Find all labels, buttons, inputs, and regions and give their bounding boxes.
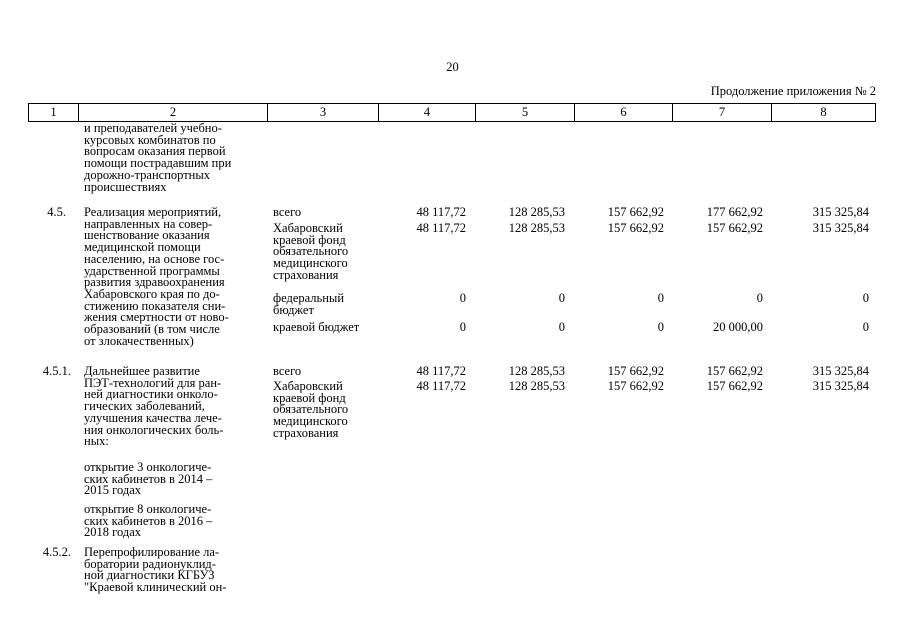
row-4-5-1-description: Дальнейшее развитие ПЭТ-технологий для ран- ней диагностики онколо- гических заболеваний, улучшения качества лече- ния онкологических боль- ных: (84, 364, 224, 449)
row-4-5-oms-col6: 157 662,92 (607, 221, 664, 235)
row-4-5-1-sub-item-2: открытие 8 онкологиче- ских кабинетов в 2016 – 2018 годах (84, 502, 213, 540)
header-col-8: 8 (771, 104, 875, 121)
carry-description: и преподавателей учебно- курсовых комбинатов по вопросам оказания первой помощи пострадавшим при дорожно-транспортных происшествиях (84, 121, 232, 194)
row-4-5-1-source-oms-fund: Хабаровский краевой фонд обязательного медицинского страхования (273, 379, 349, 440)
header-col-1: 1 (50, 105, 57, 119)
row-4-5-1-oms-col7: 157 662,92 (706, 379, 763, 393)
row-4-5-number: 4.5. (47, 205, 66, 219)
row-4-5-1-number: 4.5.1. (42, 364, 71, 378)
row-4-5-1-total-col4: 48 117,72 (416, 364, 466, 378)
row-4-5-total-col4: 48 117,72 (416, 205, 466, 219)
header-col-4: 4 (378, 104, 475, 121)
row-4-5-1-oms-col6: 157 662,92 (607, 379, 664, 393)
row-4-5-federal-col7: 0 (756, 291, 763, 305)
row-4-5-regional-col8: 0 (862, 320, 869, 334)
row-4-5-source-regional: краевой бюджет (273, 320, 360, 334)
header-col-6: 6 (574, 104, 672, 121)
header-col-5: 5 (475, 104, 574, 121)
row-4-5-1-total-col7: 157 662,92 (706, 364, 763, 378)
row-4-5-oms-col5: 128 285,53 (508, 221, 565, 235)
row-4-5-2-number: 4.5.2. (42, 545, 71, 559)
row-4-5-total-col7: 177 662,92 (706, 205, 763, 219)
row-4-5-total-col5: 128 285,53 (508, 205, 565, 219)
row-4-5-1-source-total: всего (273, 364, 302, 378)
row-4-5-1-total-col5: 128 285,53 (508, 364, 565, 378)
row-4-5-oms-col7: 157 662,92 (706, 221, 763, 235)
row-4-5-1-oms-col8: 315 325,84 (812, 379, 869, 393)
row-4-5-1-oms-col4: 48 117,72 (416, 379, 466, 393)
row-4-5-1-sub-item-1: открытие 3 онкологиче- ских кабинетов в 2014 – 2015 годах (84, 460, 213, 498)
row-4-5-source-federal: федеральный бюджет (273, 291, 345, 317)
row-4-5-description: Реализация мероприятий, направленных на совер- шенствование оказания медицинской помощи населению, на основе гос- ударственной программы развития здравоохранения Хабаровского края по до- стижению показателя сни- жения смертности от ново- образований (в том числе от злокачественных) (84, 205, 229, 348)
row-4-5-source-oms-fund: Хабаровский краевой фонд обязательного медицинского страхования (273, 221, 349, 282)
row-4-5-regional-col4: 0 (459, 320, 466, 334)
row-4-5-oms-col8: 315 325,84 (812, 221, 869, 235)
page-number: 20 (446, 60, 459, 74)
row-4-5-2-description: Перепрофилирование ла- боратории радионуклид- ной диагностики КГБУЗ "Краевой клинический он- (84, 545, 227, 595)
row-4-5-source-total: всего (273, 205, 302, 219)
row-4-5-federal-col5: 0 (558, 291, 565, 305)
header-col-2: 2 (78, 104, 267, 121)
row-4-5-1-oms-col5: 128 285,53 (508, 379, 565, 393)
table-header (28, 103, 876, 122)
row-4-5-regional-col7: 20 000,00 (713, 320, 763, 334)
row-4-5-federal-col8: 0 (862, 291, 869, 305)
header-col-3: 3 (267, 104, 378, 121)
header-col-7: 7 (672, 104, 771, 121)
row-4-5-federal-col6: 0 (657, 291, 664, 305)
row-4-5-regional-col5: 0 (558, 320, 565, 334)
row-4-5-total-col6: 157 662,92 (607, 205, 664, 219)
row-4-5-regional-col6: 0 (657, 320, 664, 334)
row-4-5-total-col8: 315 325,84 (812, 205, 869, 219)
row-4-5-oms-col4: 48 117,72 (416, 221, 466, 235)
row-4-5-1-total-col8: 315 325,84 (812, 364, 869, 378)
row-4-5-1-total-col6: 157 662,92 (607, 364, 664, 378)
row-4-5-federal-col4: 0 (459, 291, 466, 305)
continuation-label: Продолжение приложения № 2 (710, 84, 876, 98)
